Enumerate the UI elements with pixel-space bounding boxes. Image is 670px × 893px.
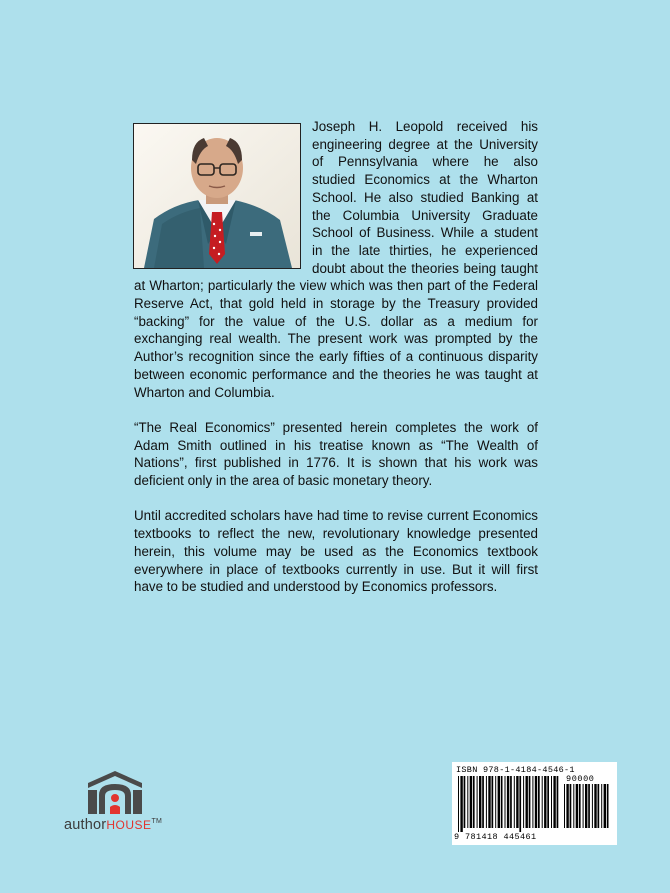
isbn-barcode [452, 762, 617, 845]
barcode-bar [607, 784, 609, 828]
publisher-logo [62, 765, 212, 845]
barcode-bar [523, 776, 524, 828]
barcode-bar [467, 776, 468, 828]
barcode-bar [557, 776, 559, 828]
price-code: 90000 [566, 774, 595, 784]
bio-paragraph: Joseph H. Leopold received his engineering degree at the University of Pennsylvania where he also studied Economics at the Wharton School. He also studied Banking at the Columbia University Graduate School of Business. While a student in the late thirties, he experienced doubt about the theories being taught at Wharton; particularly the view which was then part of the Federal Reserve Act, that gold held in storage by the Treasury provided “backing” for the value of the U.S. dollar as a medium for exchanging real wealth. The present work was prompted by the Author’s recognition since the early fifties of a continuous disparity between economic performance and the theories he was taught at Wharton and Columbia. [134, 119, 538, 400]
barcode-bar [470, 776, 472, 828]
barcode-bar [516, 776, 518, 828]
barcode-bar [514, 776, 515, 828]
barcode-bar [570, 784, 572, 828]
house-arch-person-icon [84, 769, 146, 815]
description-paragraph: “The Real Economics” presented herein completes the work of Adam Smith outlined in his treatise known as “The Wealth of Nations”, first published in 1776. It is shown that his work was deficient only in the area of basic monetary theory. [134, 419, 538, 489]
barcode-bar [498, 776, 500, 828]
author-bio-text [134, 118, 538, 596]
isbn-label: ISBN 978-1-4184-4546-1 [456, 765, 575, 775]
trademark-symbol: TM [151, 818, 163, 826]
barcode-bar [488, 776, 490, 828]
barcode-bar [566, 784, 568, 828]
barcode-bar [526, 776, 528, 828]
ean-digits: 9 781418 445461 [454, 832, 537, 842]
barcode-bar [464, 776, 466, 828]
price-addon-bars [564, 784, 612, 832]
barcode-bar [601, 784, 602, 828]
barcode-bar [492, 776, 494, 828]
barcode-bar [473, 776, 475, 828]
barcode-bar [477, 776, 478, 828]
barcode-bar [604, 784, 606, 828]
barcode-bar [564, 784, 565, 828]
barcode-bar [510, 776, 512, 828]
barcode-bar [505, 776, 506, 828]
barcode-bar [544, 776, 546, 828]
barcode-bar [519, 776, 521, 832]
barcode-bar [532, 776, 533, 828]
barcode-bar [482, 776, 484, 828]
barcode-bar [495, 776, 496, 828]
publisher-name-part1: author [64, 817, 107, 833]
barcode-bar [588, 784, 590, 828]
barcode-bar [553, 776, 555, 828]
barcode-bar [598, 784, 600, 828]
barcode-bar [579, 784, 581, 828]
recommendation-paragraph: Until accredited scholars have had time to revise current Economics textbooks to reflect the new, revolutionary knowledge presented herein, this volume may be used as the Economics textbook everywhere in place of textbooks currently in use. But it will first have to be studied and understood by Economics professors. [134, 508, 538, 595]
barcode-bar [479, 776, 481, 828]
barcode-bar [547, 776, 549, 828]
barcode-bar [501, 776, 503, 828]
barcode-bar [594, 784, 596, 828]
barcode-bar [486, 776, 487, 828]
barcode-bar [573, 784, 574, 828]
ean-barcode-bars [458, 776, 562, 832]
barcode-bar [576, 784, 578, 828]
barcode-bar [538, 776, 540, 828]
barcode-bar [583, 784, 584, 828]
barcode-bar [542, 776, 543, 828]
barcode-bar [507, 776, 509, 828]
barcode-bar [592, 784, 593, 828]
barcode-bar [529, 776, 531, 828]
publisher-name-part2: HOUSE [106, 818, 152, 832]
barcode-bar [460, 776, 462, 832]
publisher-name [64, 817, 162, 833]
barcode-bar [585, 784, 587, 828]
barcode-bar [535, 776, 537, 828]
barcode-bar [458, 776, 459, 832]
barcode-bar [551, 776, 552, 828]
